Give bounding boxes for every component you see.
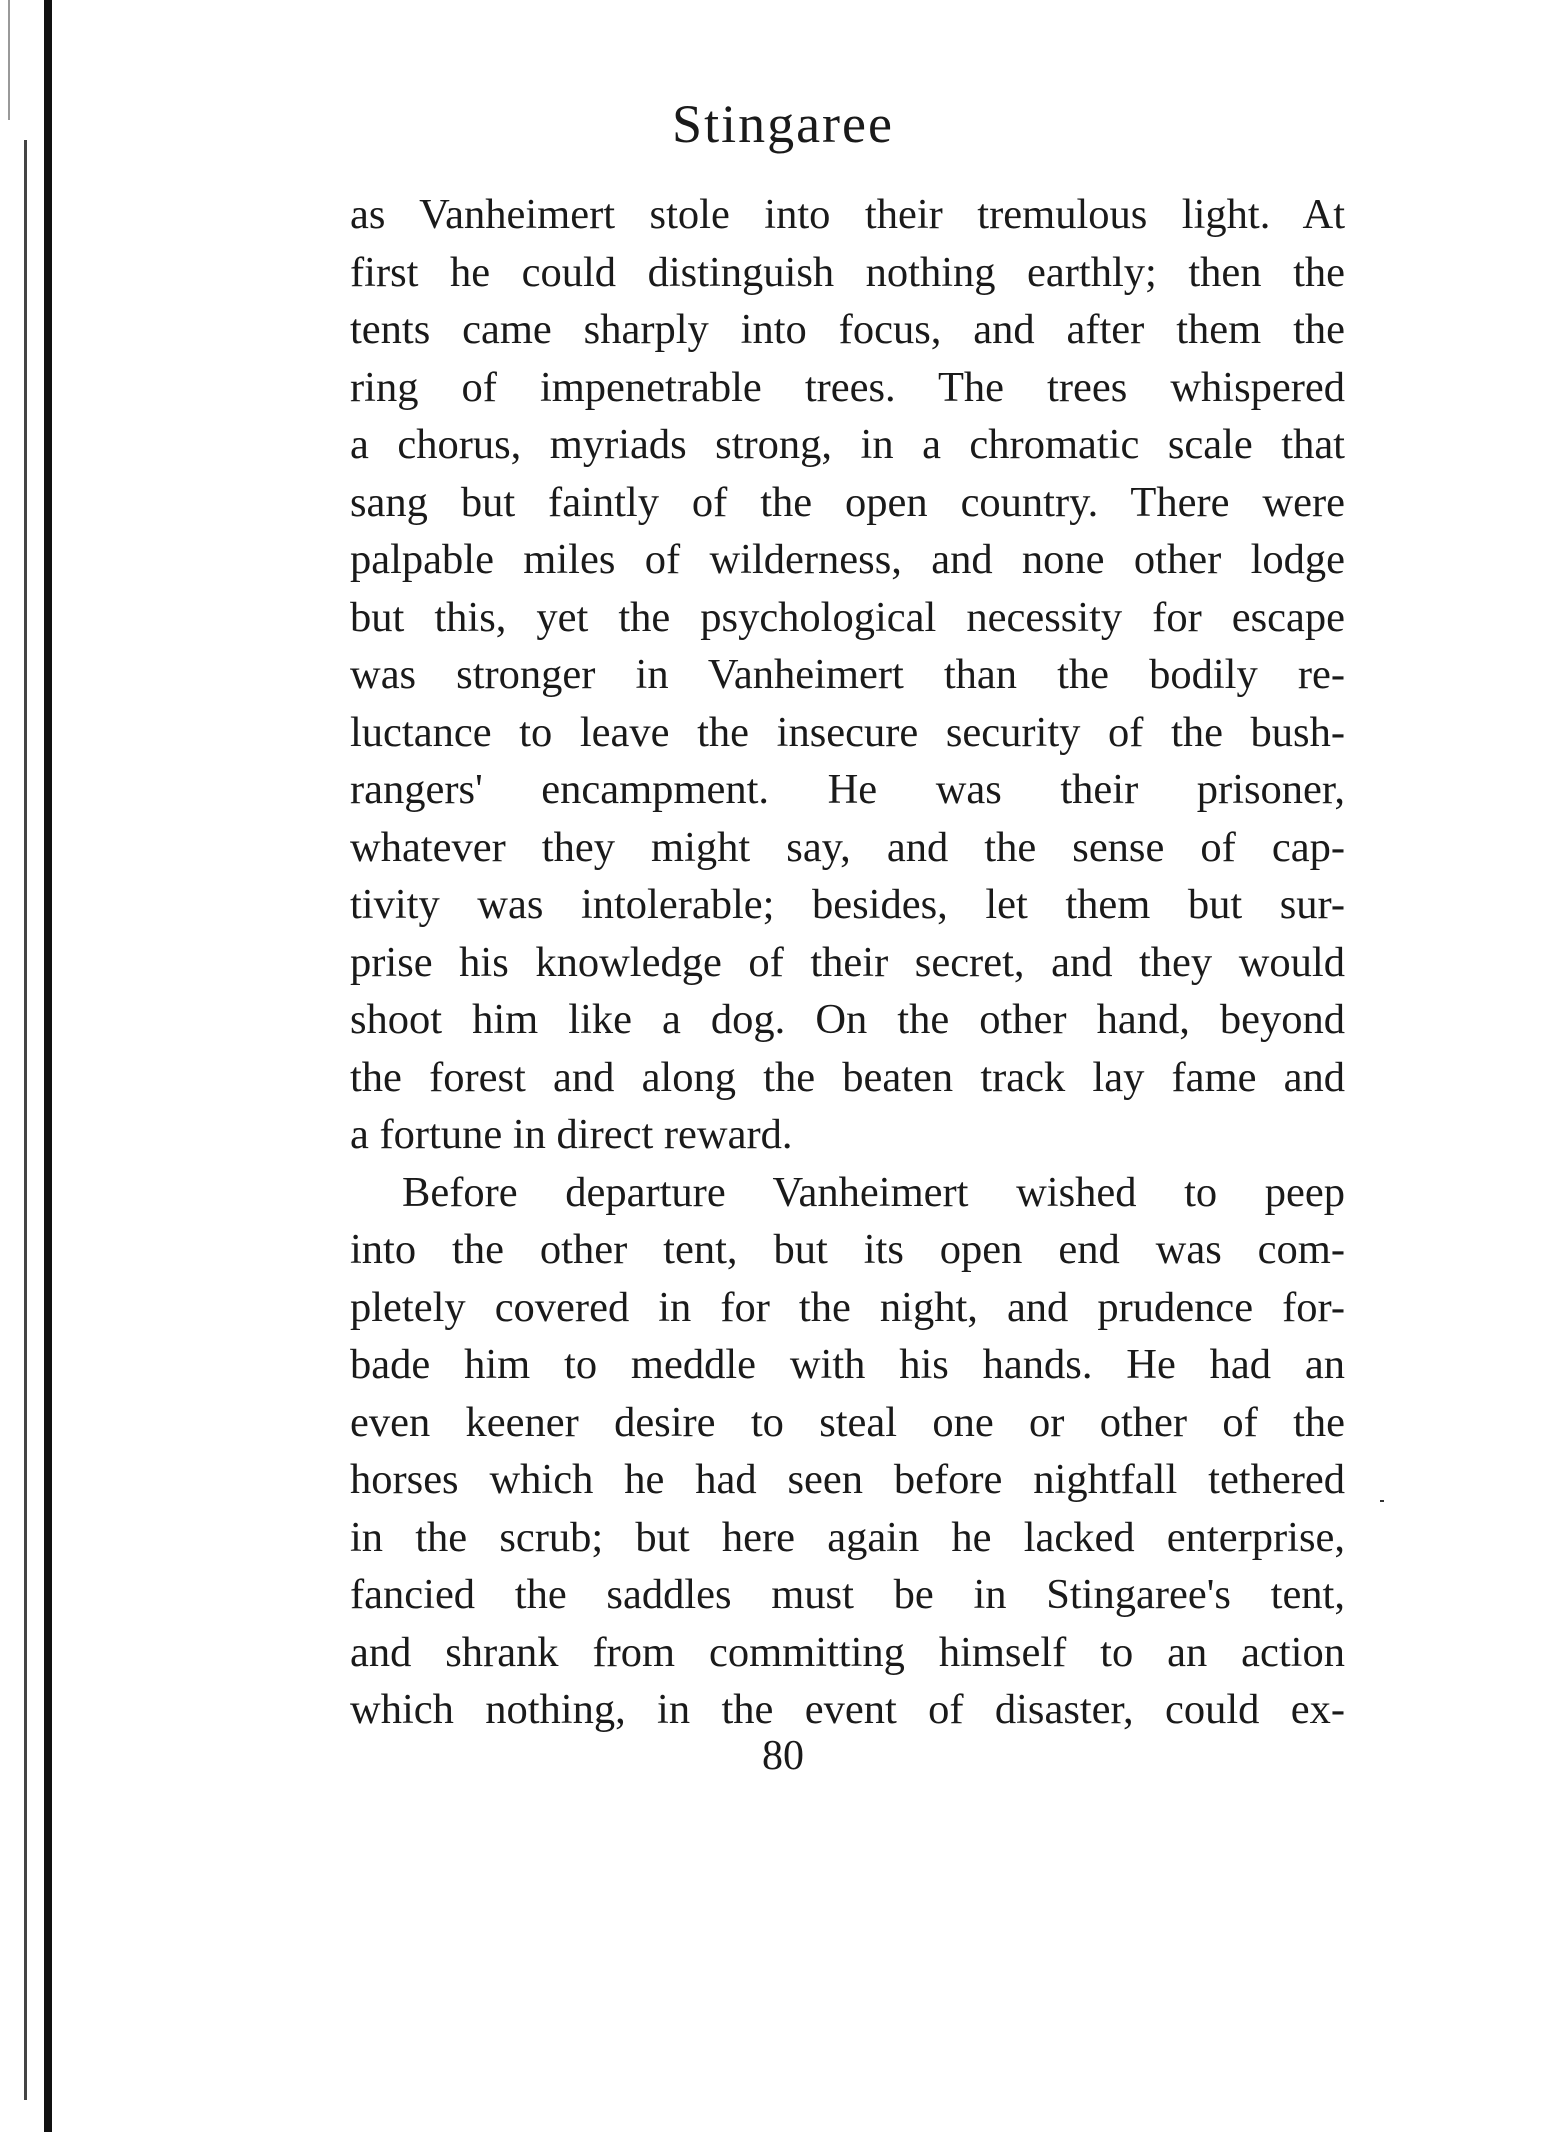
text-line: into the other tent, but its open end was com- bbox=[350, 1226, 1345, 1273]
body-text bbox=[350, 186, 1345, 1739]
binding-shadow bbox=[44, 0, 52, 2132]
text-line: ring of impenetrable trees. The trees whispered bbox=[350, 363, 1345, 411]
text-line: sang but faintly of the open country. There were bbox=[350, 478, 1345, 526]
text-line: horses which he had seen before nightfall tethered bbox=[350, 1456, 1345, 1503]
text-line: a fortune in direct reward. bbox=[350, 1111, 793, 1158]
text-line: palpable miles of wilderness, and none other lodge bbox=[350, 536, 1345, 583]
text-line: but this, yet the psychological necessity for escape bbox=[350, 593, 1345, 641]
text-line: and shrank from committing himself to an action bbox=[350, 1628, 1345, 1676]
page-number: 80 bbox=[762, 1733, 804, 1779]
text-line: luctance to leave the insecure security of the bush- bbox=[350, 708, 1345, 756]
text-line: even keener desire to steal one or other of the bbox=[350, 1398, 1345, 1446]
text-line: was stronger in Vanheimert than the bodily re- bbox=[350, 651, 1345, 698]
scan-speck bbox=[1380, 1500, 1384, 1502]
paragraph-2 bbox=[350, 1164, 1345, 1739]
paragraph-1 bbox=[350, 186, 1345, 1164]
text-line: bade him to meddle with his hands. He had an bbox=[350, 1341, 1345, 1388]
text-line: as Vanheimert stole into their tremulous light. At bbox=[350, 191, 1345, 238]
text-line: tents came sharply into focus, and after them the bbox=[350, 306, 1345, 353]
text-line: Before departure Vanheimert wished to peep bbox=[402, 1168, 1345, 1216]
text-line: rangers' encampment. He was their prisoner, bbox=[350, 766, 1345, 813]
text-line: which nothing, in the event of disaster, could ex- bbox=[350, 1686, 1345, 1733]
text-line: fancied the saddles must be in Stingaree's tent, bbox=[350, 1571, 1345, 1618]
text-line: pletely covered in for the night, and prudence for- bbox=[350, 1283, 1345, 1331]
running-title: Stingaree bbox=[672, 94, 894, 154]
text-line: shoot him like a dog. On the other hand, beyond bbox=[350, 996, 1345, 1043]
text-line: whatever they might say, and the sense of cap- bbox=[350, 823, 1345, 871]
text-line: the forest and along the beaten track lay fame and bbox=[350, 1053, 1345, 1101]
text-line: first he could distinguish nothing earthly; then the bbox=[350, 248, 1345, 296]
text-line: a chorus, myriads strong, in a chromatic scale that bbox=[350, 421, 1345, 468]
text-line: tivity was intolerable; besides, let them but sur- bbox=[350, 881, 1345, 928]
text-line: prise his knowledge of their secret, and they would bbox=[350, 938, 1345, 986]
binding-edge bbox=[0, 0, 58, 2132]
text-line: in the scrub; but here again he lacked enterprise, bbox=[350, 1513, 1345, 1561]
binding-shadow-thin bbox=[24, 140, 27, 2100]
